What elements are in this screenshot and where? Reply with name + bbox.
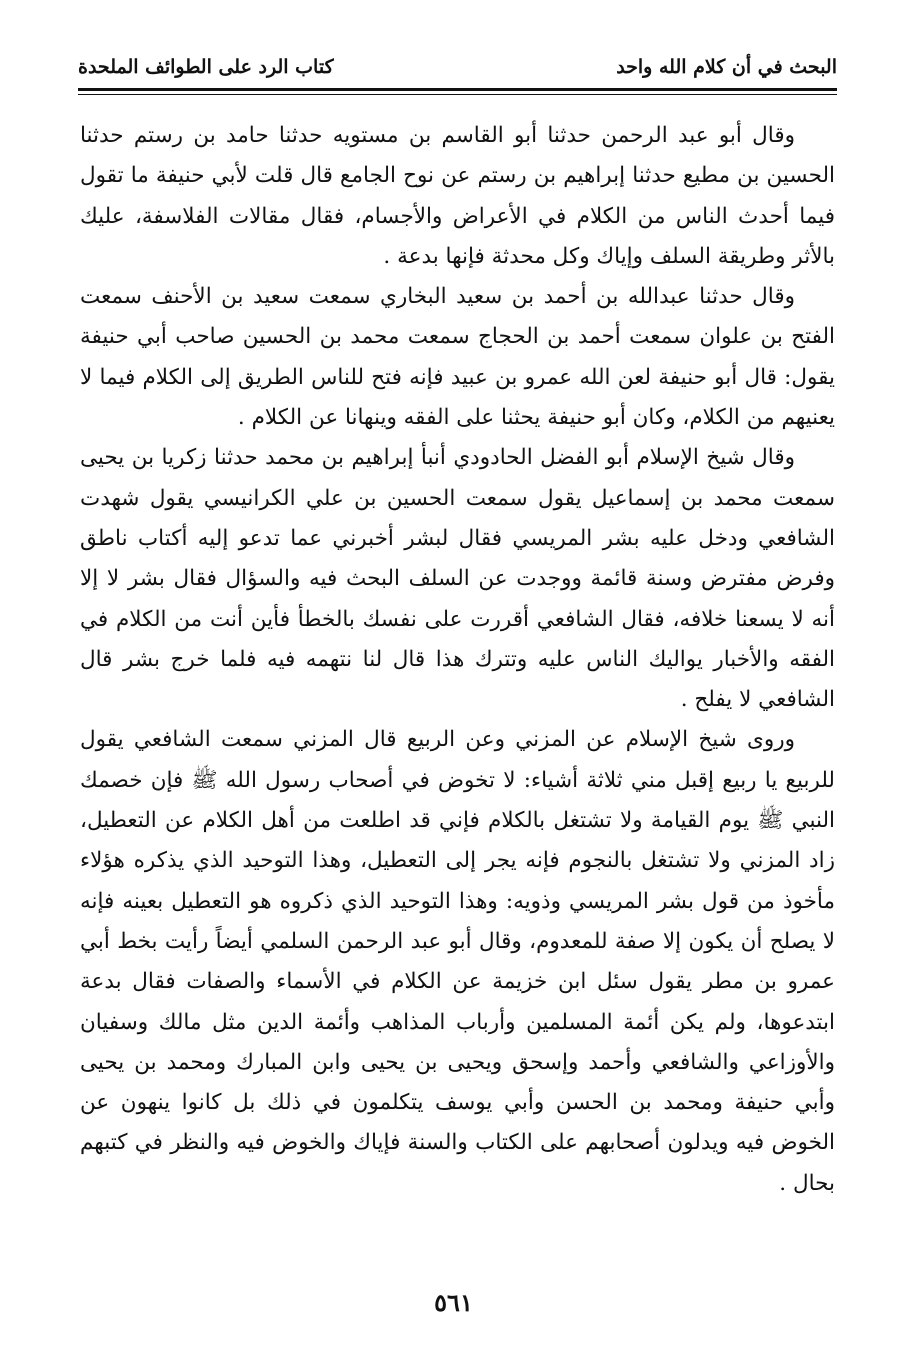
running-header — [78, 52, 837, 92]
chapter-title: البحث في أن كلام الله واحد — [616, 56, 837, 78]
paragraph-2: وقال حدثنا عبدالله بن أحمد بن سعيد البخاري سمعت سعيد بن الأحنف سمعت الفتح بن علوان سمعت أحمد بن الحجاج سمعت محمد بن الحسين صاحب أبي حنيفة يقول: قال أبو حنيفة لعن الله عمرو بن عبيد فإنه فتح للناس الطريق إلى الكلام فيما لا يعنيهم من الكلام، وكان أبو حنيفة يحثنا على الفقه وينهانا عن الكلام . — [80, 284, 835, 431]
page-number: ٥٦١ — [434, 1288, 473, 1317]
header-rule-thick — [78, 88, 837, 91]
paragraph-4: وروى شيخ الإسلام عن المزني وعن الربيع قال المزني سمعت الشافعي يقول للربيع يا ربيع إقبل مني ثلاثة أشياء: لا تخوض في أصحاب رسول الله ﷺ فإن خصمك النبي ﷺ يوم القيامة ولا تشتغل بالكلام فإني قد اطلعت من أهل الكلام عن التعطيل، زاد المزني ولا تشتغل بالنجوم فإنه يجر إلى التعطيل، وهذا التوحيد الذي يذكره هؤلاء مأخوذ من قول بشر المريسي وذويه: وهذا التوحيد الذي ذكروه هو التعطيل بعينه فإنه لا يصلح أن يكون إلا صفة للمعدوم، وقال أبو عبد الرحمن السلمي أيضاً رأيت بخط أبي عمرو بن مطر يقول سئل ابن خزيمة عن الكلام في الأسماء والصفات فقال بدعة ابتدعوها، ولم يكن أئمة المسلمين وأرباب المذاهب وأئمة الدين مثل مالك وسفيان والأوزاعي والشافعي وأحمد وإسحق ويحيى بن يحيى وابن المبارك ومحمد بن يحيى وأبي حنيفة ومحمد بن الحسن وأبي يوسف يتكلمون في ذلك بل كانوا ينهون عن الخوض فيه ويدلون أصحابهم على الكتاب والسنة فإياك والخوض فيه والنظر في كتبهم بحال . — [80, 727, 835, 1196]
paragraph-1: وقال أبو عبد الرحمن حدثنا أبو القاسم بن مستويه حدثنا حامد بن رستم حدثنا الحسين بن مطيع حدثنا إبراهيم بن رستم عن نوح الجامع قال قلت لأبي حنيفة ما تقول فيما أحدث الناس من الكلام في الأعراض والأجسام، فقال مقالات الفلاسفة، عليك بالأثر وطريقة السلف وإياك وكل محدثة فإنها بدعة . — [80, 123, 835, 269]
header-rule-thin — [78, 94, 837, 95]
book-title: كتاب الرد على الطوائف الملحدة — [78, 56, 334, 78]
main-text — [80, 116, 835, 1204]
paragraph-3: وقال شيخ الإسلام أبو الفضل الحادودي أنبأ إبراهيم بن محمد حدثنا زكريا بن يحيى سمعت محمد بن إسماعيل يقول سمعت الحسين بن علي الكرانيسي يقول شهدت الشافعي ودخل عليه بشر المريسي فقال لبشر أخبرني عما تدعو إليه أكتاب ناطق وفرض مفترض وسنة قائمة ووجدت عن السلف البحث فيه والسؤال فقال بشر لا إلا أنه لا يسعنا خلافه، فقال الشافعي أقررت على نفسك بالخطأ فأين أنت من الكلام في الفقه والأخبار يواليك الناس عليه وتترك هذا قال لنا نتهمه فيه فلما خرج بشر قال الشافعي لا يفلح . — [80, 445, 835, 713]
